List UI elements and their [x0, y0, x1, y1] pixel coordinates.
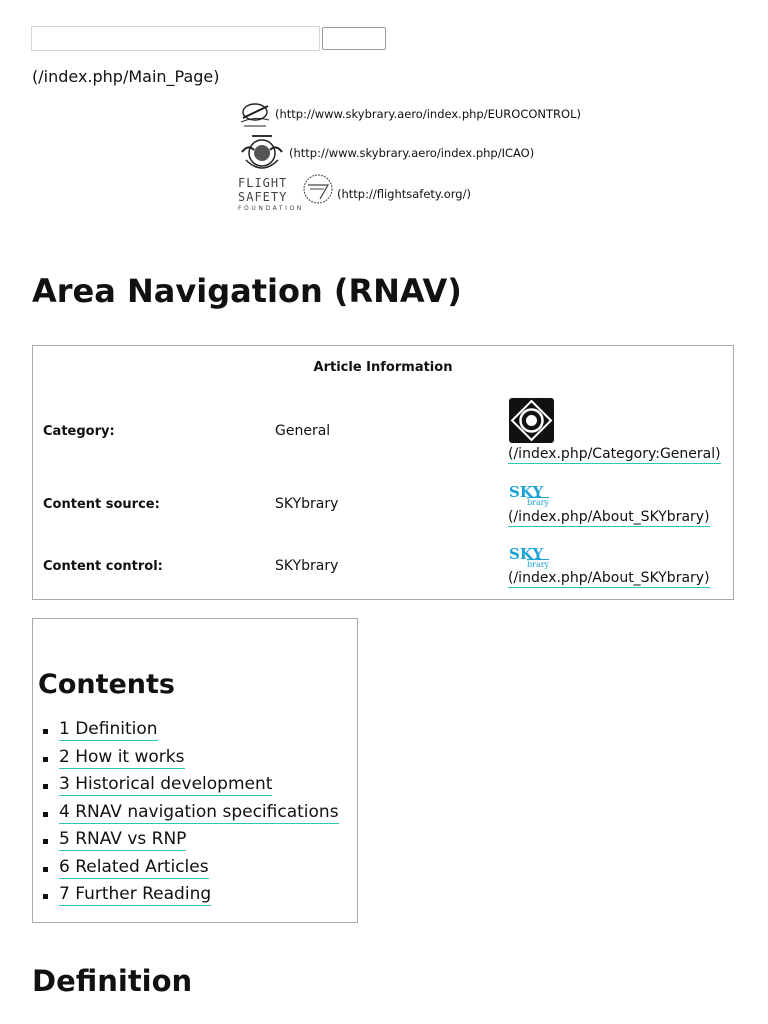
skybrary-logo-icon[interactable]	[509, 545, 559, 569]
toc-link-historical-development[interactable]: 3 Historical development	[59, 774, 273, 794]
icao-link[interactable]: (http://www.skybrary.aero/index.php/ICAO)	[289, 145, 535, 160]
content-source-label: Content source:	[43, 497, 160, 512]
toc-link-related-articles[interactable]: 6 Related Articles	[59, 856, 209, 877]
toc-item	[43, 884, 339, 912]
toc-link-further-reading[interactable]: 7 Further Reading	[59, 884, 212, 904]
toc-item	[43, 802, 339, 830]
toc-link-definition[interactable]: 1 Definition	[59, 719, 158, 739]
page-title: Area Navigation (RNAV)	[32, 272, 462, 310]
article-information-box	[32, 345, 734, 600]
toc-item	[43, 747, 339, 775]
about-skybrary-link[interactable]: (/index.php/About_SKYbrary)	[508, 509, 710, 525]
partner-icao[interactable]	[238, 130, 534, 175]
toc-title: Contents	[38, 669, 176, 700]
search-button[interactable]	[322, 27, 386, 50]
partner-flight-safety[interactable]	[238, 173, 471, 215]
flight-safety-foundation-logo-icon	[238, 173, 334, 215]
skybrary-logo-sky: SKY	[509, 483, 544, 501]
bullet	[43, 757, 48, 762]
content-control-label: Content control:	[43, 559, 163, 574]
bullet	[43, 729, 48, 734]
fsf-logo-line3: FOUNDATION	[238, 205, 304, 212]
bullet	[43, 839, 48, 844]
about-skybrary-link[interactable]: (/index.php/About_SKYbrary)	[508, 570, 710, 586]
eurocontrol-link[interactable]: (http://www.skybrary.aero/index.php/EUROCONTROL)	[275, 107, 581, 121]
icao-logo-icon	[238, 130, 286, 175]
bullet	[43, 894, 48, 899]
search-input[interactable]	[31, 26, 320, 51]
toc-list	[43, 719, 339, 912]
skybrary-logo-brary: brary	[527, 498, 550, 507]
toc-link-rnav-vs-rnp[interactable]: 5 RNAV vs RNP	[59, 829, 187, 849]
category-label: Category:	[43, 424, 115, 439]
toc-item	[43, 857, 339, 885]
partner-eurocontrol[interactable]	[238, 100, 581, 128]
category-general-icon[interactable]	[509, 398, 554, 447]
toc-item	[43, 774, 339, 802]
skybrary-logo-brary: brary	[527, 560, 550, 569]
bullet	[43, 867, 48, 872]
fsf-logo-line2: SAFETY	[238, 190, 288, 204]
definition-heading: Definition	[32, 964, 193, 998]
content-source-value: SKYbrary	[275, 496, 339, 512]
flight-safety-link[interactable]: (http://flightsafety.org/)	[337, 187, 471, 201]
fsf-logo-line1: FLIGHT	[238, 176, 288, 190]
main-page-link[interactable]: (/index.php/Main_Page)	[32, 67, 220, 86]
toc-item	[43, 829, 339, 857]
content-control-value: SKYbrary	[275, 558, 339, 574]
skybrary-logo-sky: SKY	[509, 545, 544, 563]
eurocontrol-logo-icon	[238, 100, 272, 128]
bullet	[43, 812, 48, 817]
toc-link-how-it-works[interactable]: 2 How it works	[59, 746, 185, 767]
toc-link-rnav-navigation-specifications[interactable]: 4 RNAV navigation specifications	[59, 801, 339, 822]
category-value: General	[275, 423, 331, 439]
toc-item	[43, 719, 339, 747]
skybrary-logo-icon[interactable]	[509, 483, 559, 507]
bullet	[43, 784, 48, 789]
category-general-link[interactable]: (/index.php/Category:General)	[508, 446, 721, 462]
table-of-contents	[32, 618, 358, 923]
infobox-title: Article Information	[313, 360, 453, 375]
